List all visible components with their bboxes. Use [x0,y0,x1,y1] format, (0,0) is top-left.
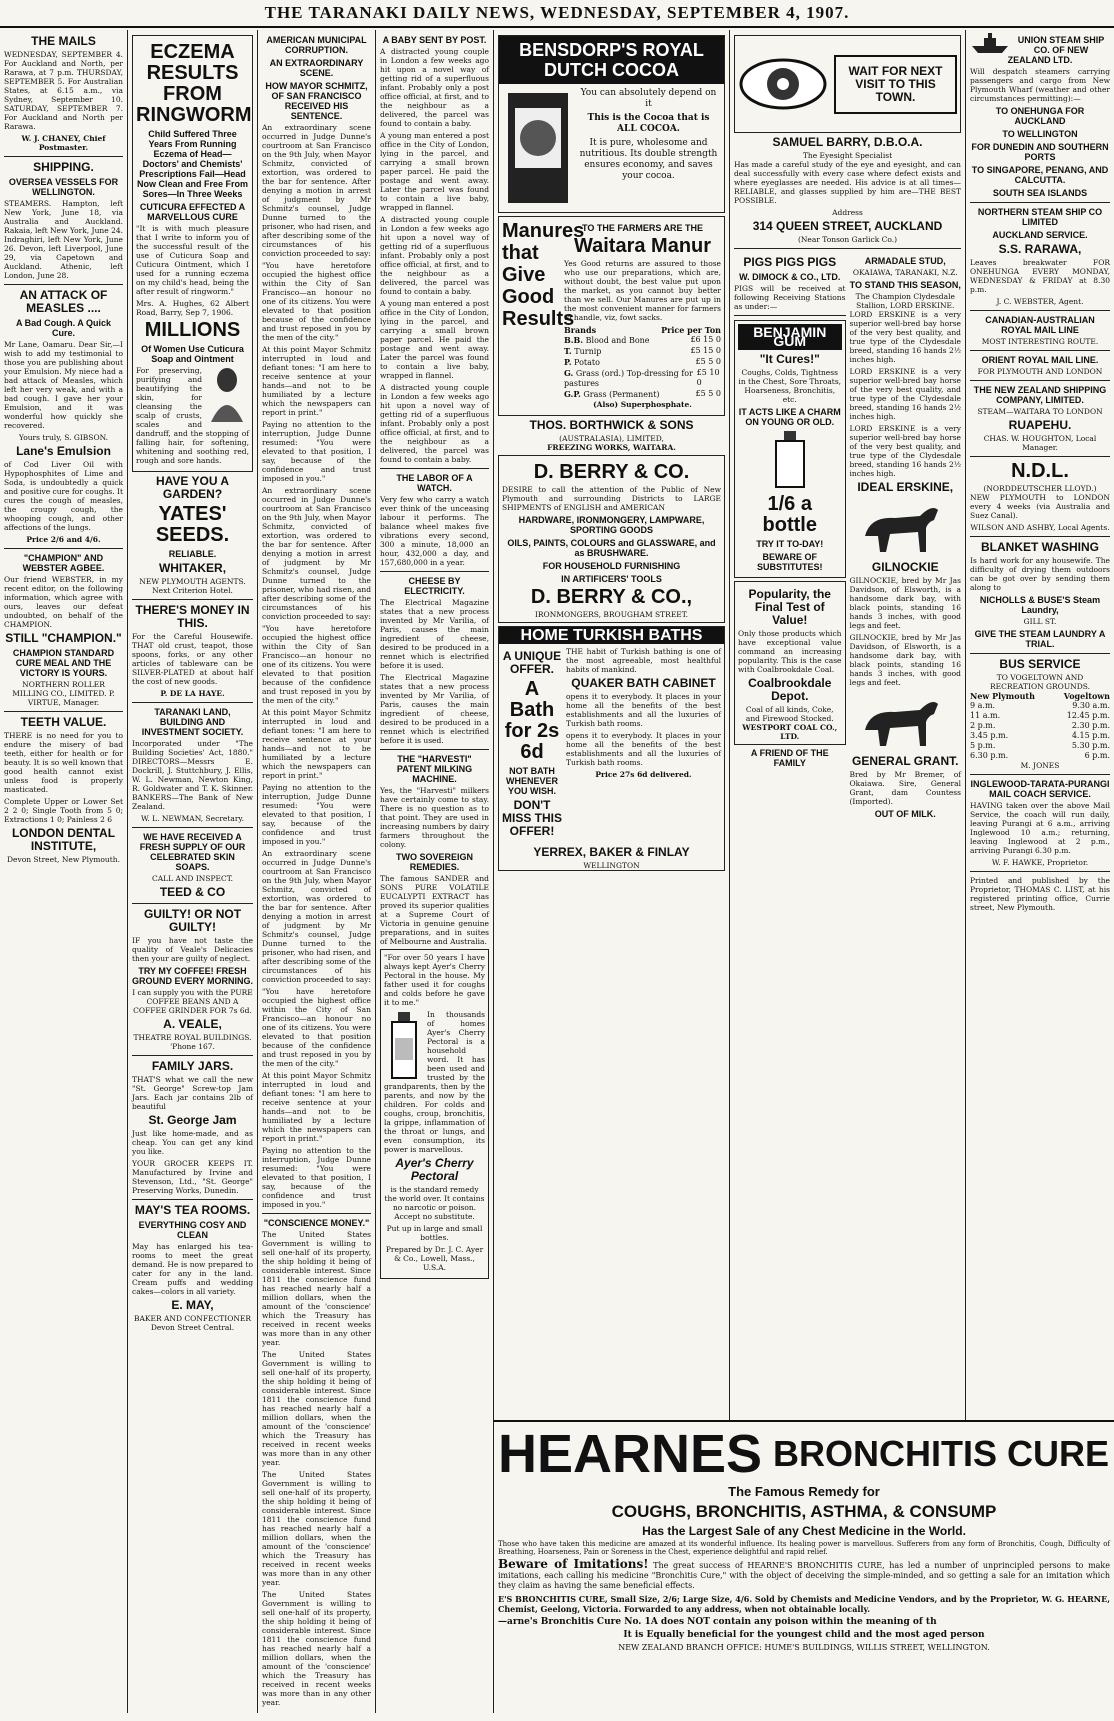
veale-heading: A. VEALE, [163,1017,222,1031]
waitara-manure-ad [498,216,725,416]
brand-row: P. Potato £5 5 0 [564,357,721,367]
divider [970,456,1110,457]
eczema-heading: ECZEMA RESULTS FROM RINGWORM [136,41,252,126]
manures-word: that [502,242,539,264]
bensdorp-text: It is pure, wholesome and nutritious. Its double strength ensures economy, and saves your cocoa. [579,138,718,181]
bus-row: 9 a.m. 9.30 a.m. [970,701,1110,710]
barry-text: Has made a careful study of the eye and eyesight, and can deal successfully with every case where defect exists and where eyeglasses are needed. His advice is at all times—RELIABLE, and glasses supplied by him are—THE BEST POSSIBLE. [734,160,961,205]
cuticura-heading: CUTICURA EFFECTED A MARVELLOUS CURE [139,202,246,222]
article-paragraph: "You have heretofore occupied the highest office within the City of San Francisco—an honour no one of its citizens. You were elevated to that position because of the confidence and trust reposed in you by the men of the city." [262,624,371,705]
stand-subheading: The Champion Clydesdale Stallion, LORD ERSKINE. [855,292,955,310]
turkish-offer: A UNIQUE OFFER. [502,649,562,676]
hearnes-small-text: Those who have taken this medicine are amazed at its wonderful influence. Its healing power is marvellous. Sufferers from any form of Bronchitis, Cough, Difficulty of Breathing, Hoarseness, Pain or Soreness in the Chest, experience delightful and rapid relief. [498,1540,1110,1556]
berry-oils: OILS, PAINTS, COLOURS and GLASSWARE, and as BRUSHWARE. [507,538,716,558]
barry-address-label: Address [832,208,863,217]
berry-household: FOR HOUSEHOLD FURNISHING [542,561,681,571]
divider [970,653,1110,654]
benjamin-text: Coughs, Colds, Tightness in the Chest, Sore Throats, Hoarseness, Bronchitis, etc. [738,368,842,404]
general-grant-heading: GENERAL GRANT. [852,754,959,768]
bensdorp-text: This is the Cocoa that is ALL COCOA. [587,113,710,134]
dental-address: Devon Street, New Plymouth. [7,855,120,864]
berry-tools: IN ARTIFICERS' TOOLS [561,574,662,584]
divider [4,156,123,157]
measles-heading: AN ATTACK OF MEASLES .... [19,288,108,315]
manures-word: Good [502,286,555,308]
money-signature: P. DE LA HAYE. [160,689,225,698]
flour-subheading: NORTHERN ROLLER MILLING CO., LIMITED. P. VIRTUE, Manager. [12,680,115,707]
article-paragraph: Paying no attention to the interruption, Judge Dunne resumed: "You were elevated to that position, I say, because of the confidence and trust imposed in you." [262,783,371,846]
blanket-heading: BLANKET WASHING [981,540,1099,554]
berry-heading: D. BERRY & CO. [533,461,690,483]
bus-row: 6.30 p.m. 6 p.m. [970,751,1110,760]
hearnes-beware-heading: Beware of Imitations! [498,1557,649,1571]
armadale-heading: ARMADALE STUD, [864,256,946,266]
benjamin-price: 1/6 a bottle [762,493,817,536]
wait-heading: WAIT FOR NEXT VISIT TO THIS TOWN. [834,55,957,114]
benjamin-beware: BEWARE OF SUBSTITUTES! [756,552,823,572]
ndl-text: NEW PLYMOUTH to LONDON every 4 weeks (via Australia and Suez Canal). [970,493,1110,520]
may-subheading: BAKER AND CONFECTIONER [133,1314,252,1323]
farmers-heading: TO THE FARMERS ARE THE [581,223,703,233]
canadian-heading: CANADIAN-AUSTRALIAN ROYAL MAIL LINE [985,315,1095,335]
teeth-heading: TEETH VALUE. [20,715,107,729]
eczema-subheading: Child Suffered Three Years From Running Eczema of Head—Doctors' and Chemists' Prescriptions Fail—Head Now Clean and Free From Sores—In Three Weeks [136,129,249,199]
popularity-heading: Popularity, the Final Test of Value! [748,587,831,627]
jam-signature: YOUR GROCER KEEPS IT. Manufactured by Irvine and Stevenson, Ltd., "St. George" Preserving Works, Dunedin. [132,1159,253,1195]
column-6-left [734,253,846,821]
divider [970,350,1110,351]
benjamin-charm: IT ACTS LIKE A CHARM ON YOUNG OR OLD. [738,407,841,427]
ndl-heading: N.D.L. [1011,460,1069,482]
horse-icon [850,496,950,556]
corruption-subheading: AN EXTRAORDINARY SCENE. [269,58,364,78]
nichols-heading: NICHOLLS & BUSE'S Steam Laundry, [979,595,1101,615]
baby-text: A distracted young couple in London a few weeks ago hit upon a novel way of getting rid of a superfluous infant. Probably only a post office official, at first, and to the neighbour as a delivered, the parcel was found to contain a baby. [380,383,489,464]
dunedin-heading: FOR DUNEDIN AND SOUTHERN PORTS [971,142,1109,162]
guilty-heading: GUILTY! OR NOT GUILTY! [143,907,242,934]
column-4 [376,30,494,1713]
depot-subheading: Coal of all kinds, Coke, and Firewood Stocked. [745,705,834,723]
brand-row: G.P. Grass (Permanent) £5 5 0 [564,389,721,399]
shipping-text: STEAMERS. Hampton, left New York, June 18, via Australia and Auckland. Rakaia, left New York, June 24. Indraghiri, left New York, June 26. Devon, left Liverpool, June 29, via Capetown and Auckland. Athenic, left London, June 28. [4,199,123,280]
turkish-offer: DON'T MISS THIS OFFER! [502,798,563,838]
bus-row: 3.45 p.m. 4.15 p.m. [970,731,1110,740]
berry-ad [498,455,725,623]
divider [970,536,1110,537]
dimock-text: PIGS will be received at following Receiving Stations as under:— [734,284,846,311]
measles-text: Mr Lane, Oamaru. Dear Sir,—I wish to add my testimonial to those you are publishing about your Emulsion. My niece had a bad attack of Measles, which left her very weak, and with a bad cough. I gave her your Emulsion, and it was wonderful how quickly she recovered. [4,340,123,430]
coffee-text: I can supply you with the PURE COFFEE BEANS AND A COFFEE GRINDER FOR 7s 6d. [132,988,253,1015]
divider [4,284,123,285]
quaker-heading: QUAKER BATH CABINET [571,676,716,690]
article-paragraph: At this point Mayor Schmitz interrupted in loud and defiant tones: "I am here to receive sentence at your hands—and not to be humiliated by a lecture which the newspapers can report in print." [262,345,371,417]
gilnockie-heading: GILNOCKIE [871,560,939,574]
bensdorp-ad [498,35,725,213]
measles-subheading: A Bad Cough. A Quick Cure. [15,318,111,338]
borthwick-address: FREEZING WORKS, WAITARA. [547,443,676,452]
postmaster: W. J. CHANEY, Chief Postmaster. [21,134,106,152]
barry-heading: SAMUEL BARRY, D.B.O.A. [772,135,923,149]
divider [970,380,1110,381]
teeth-text: THERE is no need for you to endure the misery of bad teeth, either for health or for beauty. It is so well known that good health cannot exist unless food is properly masticated. [4,731,123,794]
bus-heading: BUS SERVICE [999,657,1081,671]
watch-text: Very few who carry a watch ever think of the unceasing labour it performs. The balance wheel makes five vibrations every second, 300 a minute, 18,000 an hour, 432,000 a day, and 157,680,000 in a year. [380,495,489,567]
money-text: For the Careful Housewife. THAT old crust, teapot, those spoons, forks, or any other articles of tableware can be SILVER-PLATED at about half the cost of new goods. [132,632,253,686]
berry-signature: D. BERRY & CO., [530,586,693,608]
canadian-subheading: MOST INTERESTING ROUTE. [981,337,1099,346]
ndl-subheading: (NORDDEUTSCHER LLOYD.) [983,484,1097,493]
divider [970,774,1110,775]
may-address: Devon Street Central. [150,1323,235,1332]
champion-heading: "CHAMPION" AND WEBSTER AGBEE. [22,553,105,573]
hearnes-no-poison: —arne's Bronchitis Cure No. 1A does NOT contain any poison within the meaning of th [498,1617,937,1627]
erskine-text: LORD ERSKINE is a very superior well-bred bay horse of the very best quality, and true type of the Clydesdale breed, standing 16 hands 2½ inches high. [849,424,961,478]
yerrex-address: WELLINGTON [583,861,640,870]
flour-heading: CHAMPION STANDARD CURE MEAL AND THE VICTORY IS YOURS. [12,648,115,678]
ayer-text: In thousands of homes Ayer's Cherry Pectoral is a household word. It has been used and trusted by the grandparents, then by the parents, and now by the children. For colds and coughs, croup, bronchitis, la grippe, inflammation of the throat or lungs, and even consumption, its power is marvellous. [384,1010,485,1154]
conscience-text: The United States Government is willing to sell one-half of its property, the ship holding it being of considerable interest. Since 1811 the conscience fund has reached nearly half a million dollars, when the amount of the 'conscience' which the Treasury has received in recent weeks was more than in any other year. [262,1350,371,1467]
turkish-bath-ad [498,626,725,871]
medicine-bottle-icon [384,1010,424,1080]
divider [262,1213,371,1214]
eczema-ad [132,35,253,472]
champion-text: Our friend WEBSTER, in my recent editor, on the following information, which agree with ours, leaves our defeat undoubted, on behalf of the CHAMPION. [4,575,123,629]
hearnes-safe: It is Equally beneficial for the youngest child and the most aged person [623,1630,985,1640]
berry-goods: HARDWARE, IRONMONGERY, LAMPWARE, SPORTING GOODS [518,515,705,535]
bus-header: New Plymouth Vogeltown [970,691,1110,701]
divider [132,1055,253,1056]
nz-shipping-subheading: STEAM—WAITARA TO LONDON [977,407,1103,416]
hearnes-famous: The Famous Remedy for [728,1484,880,1499]
whitaker-subheading: NEW PLYMOUTH AGENTS. [139,577,246,586]
lanes-text: of Cod Liver Oil with Hypophosphites of Lime and Soda, is undoubtedly a quick and positive cure for coughs. It cures the cough of measles, the croupy cough, the whooping cough, and other affections of the lungs. [4,460,123,532]
brands-header [564,325,721,335]
brand-row: T. Turnip £5 15 0 [564,346,721,356]
yerrex-heading: YERREX, BAKER & FINLAY [533,845,690,859]
depot-signature: WESTPORT COAL CO., LTD. [742,723,838,741]
divider [380,468,489,469]
armadale-subheading: OKAIAWA, TARANAKI, N.Z. [852,268,958,277]
lanes-heading: Lane's Emulsion [16,444,111,458]
still-champion-heading: STILL "CHAMPION." [5,631,122,645]
barry-address-sub: (Near Tonson Garlick Co.) [797,235,898,244]
hearnes-diseases: COUGHS, BRONCHITIS, ASTHMA, & CONSUMP [611,1502,997,1521]
usco-heading: UNION STEAM SHIP CO. OF NEW ZEALAND LTD. [1007,35,1105,65]
ayer-ad [380,949,489,1279]
turkish-offer: NOT BATH WHENEVER YOU WISH. [505,766,558,796]
column-3 [258,30,376,1713]
cheese-heading: CHEESE BY ELECTRICITY. [404,576,465,596]
divider [132,903,253,904]
ayer-quote: "For over 50 years I have always kept Ayer's Cherry Pectoral in the house. My father used it for coughs and colds before he gave it to me." [384,953,485,1007]
cuticura-text: "It is with much pleasure that I write to inform you of the successful result of the use of Cuticura Soap and Cuticura Ointment, which I used for a running eczema on my child's head, being the after result of ringworm." [136,224,249,296]
mails-heading: THE MAILS [31,34,96,48]
rarawa-heading: S.S. RARAWA, [998,242,1082,256]
teeth-prices: Complete Upper or Lower Set 2 2 0; Single Tooth from 5 0; Extractions 1 0; Painless 2 6 [4,797,123,824]
nichols-cta: GIVE THE STEAM LAUNDRY A TRIAL. [974,629,1106,649]
orient-subheading: FOR PLYMOUTH AND LONDON [977,367,1103,376]
woman-portrait-icon [205,366,249,422]
skin-soap-subheading: CALL AND INSPECT. [151,874,234,883]
corruption-subheading-2: HOW MAYOR SCHMITZ, OF SAN FRANCISCO RECEIVED HIS SENTENCE. [265,81,368,121]
whitaker-address: Next Criterion Hotel. [152,586,233,595]
benjamin-gum-ad [734,320,846,578]
gilnockie-text: GILNOCKIE, bred by Mr Jas Davidson, of Elsworth, is a handsome dark bay, with black points, standing 16 hands 3 inches, with good legs and feet. [849,576,961,630]
bus-row: 11 a.m. 12.45 p.m. [970,711,1110,720]
pigs-heading: PIGS PIGS PIGS [743,255,837,269]
bensdorp-heading: BENSDORP'S ROYAL DUTCH COCOA [499,36,724,84]
article-paragraph: Paying no attention to the interruption, Judge Dunne resumed: "You were elevated to that position, I say, because of the confidence and trust imposed in you." [262,420,371,483]
baby-text: A distracted young couple in London a few weeks ago hit upon a novel way of getting rid of a superfluous infant. Probably only a post office official, at first, and to the neighbour as a delivered, the parcel was found to contain a baby. [380,215,489,296]
manures-word: Give [502,264,546,286]
bottle-icon [770,429,810,489]
money-heading: THERE'S MONEY IN THIS. [135,603,250,630]
cuticura-signature: Mrs. A. Hughes, 62 Albert Road, Barry, Sep 7, 1906. [136,299,249,317]
nsco-heading: NORTHERN STEAM SHIP CO LIMITED [977,207,1103,227]
singapore-heading: TO SINGAPORE, PENANG, AND CALCUTTA. [971,165,1109,185]
nz-shipping-heading: THE NEW ZEALAND SHIPPING COMPANY, LIMITED. [973,385,1107,405]
mail-coach-heading: INGLEWOOD-TARATA-PURANGI MAIL COACH SERVICE. [970,779,1110,799]
column-1 [0,30,128,1713]
barry-ad [734,35,961,133]
ruapehu-heading: RUAPEHU. [1008,418,1072,432]
brand-row: G. Grass (ord.) Top-dressing for pastures £5 10 0 [564,368,720,388]
benjamin-heading: BENJAMIN GUM [738,324,842,350]
taranaki-land-text: Incorporated under "The Building Societies' Act, 1880." DIRECTORS—Messrs E. Dockrill, J. Stuttchbury, J. Ellis, W. L. Newman, Newton King, R. Goldwater and T. K. Skinner. BANKERS—The Bank of New Zealand. [132,739,253,811]
cocoa-tin-icon [503,88,573,208]
taranaki-land-heading: TARANAKI LAND, BUILDING AND INVESTMENT SOCIETY. [141,707,244,737]
divider [4,711,123,712]
masthead: THE TARANAKI DAILY NEWS, WEDNESDAY, SEPTEMBER 4, 1907. [0,0,1114,28]
harvesti-heading: THE "HARVESTI" PATENT MILKING MACHINE. [396,754,473,784]
ayer-tagline: is the standard remedy the world over. It contains no narcotic or poison. Accept no substitute. [384,1185,485,1221]
skin-soap-heading: WE HAVE RECEIVED A FRESH SUPPLY OF OUR CELEBRATED SKIN SOAPS. [139,832,246,872]
turkish-left-column [502,647,562,840]
conscience-text: The United States Government is willing to sell one-half of its property, the ship holding it being of considerable interest. Since 1811 the conscience fund has reached nearly half a million dollars, when the amount of the 'conscience' which the Treasury has received in recent weeks was more than in any other year. [262,1470,371,1587]
brands-header-label: Brands [564,325,597,335]
column-6-split [734,253,961,821]
teed-heading: TEED & CO [159,885,226,899]
may-heading: E. MAY, [171,1298,214,1312]
stand-heading: TO STAND THIS SEASON, [849,280,961,290]
taranaki-land-signature: W. L. NEWMAN, Secretary. [140,814,245,823]
manures-word: Manures [502,220,585,242]
ayer-name: Ayer's Cherry Pectoral [395,1156,474,1183]
bus-subheading: TO VOGELTOWN AND RECREATION GROUNDS. [990,673,1090,691]
article-paragraph: At this point Mayor Schmitz interrupted in loud and defiant tones: "I am here to receive sentence at your hands—and not to be humiliated by a lecture which the newspapers can report in print." [262,708,371,780]
erskine-text: LORD ERSKINE is a very superior well-bred bay horse of the very best quality, and true type of the Clydesdale breed, standing 16 hands 2½ inches high. [849,367,961,421]
tearoom-heading: MAY'S TEA ROOMS. [134,1203,251,1217]
borthwick-subheading: (AUSTRALASIA), LIMITED, [559,434,664,443]
brand-row: B.B. Blood and Bone £6 15 0 [564,335,721,345]
cheese-text: The Electrical Magazine states that a new process invented by Mr Varilia, of Paris, causes the main ingredient of cheese, desired to be produced in a rennet which is electrified before it is used. [380,673,489,745]
nsco-subheading: AUCKLAND SERVICE. [992,230,1088,240]
column-6-right [850,253,962,821]
quaker-price: Price 27s 6d delivered. [595,770,692,779]
baby-text: A young man entered a post office in the City of London, lying in the parcel, and carrying a small brown paper parcel. He paid the postage and went away. Later the parcel was found to contain a live baby, wrapped in flannel. [380,131,489,212]
benjamin-cures: "It Cures!" [759,352,820,366]
family-jars-heading: FAMILY JARS. [151,1059,234,1073]
sovereign-text: The famous SANDER and SONS PURE VOLATILE EUCALYPTI EXTRACT has proved its superior qualities at a Supreme Court of Victoria in genuine genuine preparations, and in suites of Melbourne and Australia. [380,874,489,946]
millions-text: For preserving, purifying and beautifying the skin, for cleansing the scalp of crusts, scales and dandruff, and the stopping of falling hair, for softening, whitening and soothing red, rough and sore hands. [136,366,249,465]
conscience-heading: "CONSCIENCE MONEY." [263,1218,370,1228]
lanes-price: Price 2/6 and 4/6. [26,535,101,544]
jam-heading: St. George Jam [148,1113,237,1127]
turkish-offer: A Bath for 2s 6d [504,678,560,763]
popularity-ad [734,581,846,745]
dental-heading: LONDON DENTAL INSTITUTE, [11,826,116,853]
article-paragraph: Paying no attention to the interruption, Judge Dunne resumed: "You were elevated to that position, I say, because of the confidence and trust imposed in you." [262,1146,371,1209]
conscience-text: The United States Government is willing to sell one-half of its property, the ship holding it being of considerable interest. Since 1811 the conscience fund has reached nearly half a million dollars, when the amount of the 'conscience' which the Treasury has received in recent weeks was more than in any other year. [262,1590,371,1707]
divider [132,702,253,703]
baby-text: A distracted young couple in London a few weeks ago hit upon a novel way of getting rid of a superfluous infant. Probably only a post office official, at first, and to the neighbour as a delivered, the parcel was found to contain a baby. [380,47,489,128]
baby-text: A young man entered a post office in the City of London, lying in the parcel, and carrying a small brown paper parcel. He paid the postage and went away. Later the parcel was found to contain a live baby, wrapped in flannel. [380,299,489,380]
ruapehu-signature: CHAS. W. HOUGHTON, Local Manager. [983,434,1097,452]
coffee-heading: TRY MY COFFEE! FRESH GROUND EVERY MORNING. [132,966,254,986]
quaker-text: opens it to everybody. It places in your home all the benefits of the best establishments and all the luxuries of Turkish bath rooms. [566,692,721,728]
mails-text: WEDNESDAY, SEPTEMBER 4. For Auckland and North, per Rarawa, at 7 p.m. THURSDAY, SEPTEMBER 5. For Australian States, at 6.15 a.m., via Sydney, September 10. SATURDAY, SEPTEMBER 7. For Auckland and North per Rarawa. [4,50,123,131]
quaker-text: opens it to everybody. It places in your home all the benefits of the best establishments and all the luxuries of Turkish bath rooms. [566,731,721,767]
rarawa-signature: J. C. WEBSTER, Agent. [996,297,1084,306]
erskine-text: LORD ERSKINE is a very superior well-bred bay horse of the very best quality, and true type of the Clydesdale breed, standing 16 hands 2½ inches high. [849,310,961,364]
south-sea-heading: SOUTH SEA ISLANDS [992,188,1088,198]
imprint: Printed and published by the Proprietor, THOMAS C. LIST, at his registered printing office, Currie street, New Plymouth. [970,876,1110,912]
hearnes-price: E'S BRONCHITIS CURE, Small Size, 2/6; Large Size, 4/6. Sold by Chemists and Medicine Vendors, and by the Proprietor, W. G. HEARNE, Chemist, Geelong, Victoria. Forwarded to any address, when not obtainable locally. [498,1594,1110,1614]
watch-heading: THE LABOR OF A WATCH. [396,473,473,493]
family-jars-text: THAT'S what we call the new "St. George" Screw-top Jam Jars. Each jar contains 2lb of beautiful [132,1075,253,1111]
shipping-subheading: OVERSEA VESSELS FOR WELLINGTON. [8,177,119,197]
blanket-text: Is hard work for any housewife. The difficulty of drying them outdoors can be got over by sending them along to [970,556,1110,592]
barry-subheading: The Eyesight Specialist [802,151,893,160]
article-paragraph: "You have heretofore occupied the highest office within the City of San Francisco—an honour no one of its citizens. You were elevated to that position because of the confidence and trust reposed in you by the men of the city." [262,987,371,1068]
mail-coach-signature: W. F. HAWKE, Proprietor. [991,858,1089,867]
hearnes-bronchitis-cure: BRONCHITIS CURE [773,1433,1110,1474]
bus-row: 5 p.m. 5.30 p.m. [970,741,1110,750]
divider [132,1199,253,1200]
column-2 [128,30,258,1713]
waitara-heading: Waitara Manur [573,235,712,257]
veale-address: THEATRE ROYAL BUILDINGS. 'Phone 167. [133,1033,252,1051]
shipping-heading: SHIPPING. [33,160,94,174]
corruption-heading: AMERICAN MUNICIPAL CORRUPTION. [266,35,367,55]
yates-heading: YATES' SEEDS. [155,503,230,546]
bus-signature: M. JONES [1020,761,1060,770]
popularity-text: Only those products which have exceptional value command an increasing popularity. This is the case with Coalbrookdale Coal. [738,629,842,674]
guilty-text: IF you have not taste the quality of Veale's Delicacies then your are guilty of neglect. [132,936,253,963]
divider [132,599,253,600]
hearnes-office: NEW ZEALAND BRANCH OFFICE: HUME'S BUILDINGS, WILLIS STREET, WELLINGTON. [618,1643,990,1652]
article-paragraph: At this point Mayor Schmitz interrupted in loud and defiant tones: "I am here to receive sentence at your hands—and not to be humiliated by a lecture which the newspapers can report in print." [262,1071,371,1143]
berry-text: DESIRE to call the attention of the Public of New Plymouth and surrounding Districts to LARGE SHIPMENTS of ENGLISH and AMERICAN [502,485,721,512]
barry-address: 314 QUEEN STREET, AUCKLAND [752,219,943,233]
measles-signature: Yours truly, S. GIBSON. [18,433,109,442]
article-paragraph: An extraordinary scene occurred in Judge Dunne's courtroom at San Francisco on the 9th July, when Mayor Schmitz, convicted of extortion, was ordered to the bar for sentence. After denying a motion in arrest of judgment by Mr Schmitz's counsel, Judge Dunne turned to the prisoner, who had risen, and after describing some of the circumstances of his conviction proceeded to say: [262,486,371,621]
orient-heading: ORIENT ROYAL MAIL LINE. [981,355,1099,365]
article-paragraph: An extraordinary scene occurred in Judge Dunne's courtroom at San Francisco on the 9th July, when Mayor Schmitz, convicted of extortion, was ordered to the bar for sentence. After denying a motion in arrest of judgment by Mr Schmitz's counsel, Judge Dunne turned to the prisoner, who had risen, and after describing some of the circumstances of his conviction proceeded to say: [262,123,371,258]
berry-address: IRONMONGERS, BROUGHAM STREET. [534,610,689,619]
hearnes-name: HEARNES [498,1424,763,1484]
eye-icon [738,39,828,129]
hearnes-ad [494,1420,1114,1713]
jam-text: Just like home-made, and as cheap. You can get any kind you like. [132,1129,253,1156]
divider [4,548,123,549]
dimock-heading: W. DIMOCK & CO., LTD. [739,272,841,282]
milk-heading: OUT OF MILK. [874,809,936,819]
waitara-text: Yes Good returns are assured to those who use our preparations, which are, without doubt, the best value put upon the market, as you cannot buy better than we sell. Our Manures are put up in the most convenient manner for farmers to handle, viz, fowt sacks. [564,259,721,322]
divider [970,871,1110,872]
friend-heading: A FRIEND OF THE FAMILY [750,748,829,768]
benjamin-try: TRY IT TO-DAY! [756,539,824,549]
hearnes-beware-text: The great success of HEARNE'S BRONCHITIS CURE, has led a number of unprincipled persons to make imitations, each calling his medicine "Bronchitis Cure," with the object of deceiving the simple-minded, and so getting a sale for an imitation which they claim as having the same beneficial effects. [498,1561,1111,1590]
horse-icon [850,690,950,750]
nichols-subheading: GILL ST. [1023,617,1057,626]
divider [734,248,961,249]
article-paragraph: "You have heretofore occupied the highest office within the City of San Francisco—an honour no one of its citizens. You were elevated to that position because of the confidence and trust reposed in you by the men of the city." [262,261,371,342]
baby-heading: A BABY SENT BY POST. [382,35,487,45]
ship-icon [970,32,1010,54]
mail-coach-text: HAVING taken over the above Mail Service, the coach will run daily, leaving Purangi at 6 a.m., arriving Inglewood 10 a.m.; returning, leaving Inglewood at 2 p.m., arriving Purangi 6.30 p.m. [970,801,1110,855]
conscience-text: The United States Government is willing to sell one-half of its property, the ship holding it being of considerable interest. Since 1811 the conscience fund has reached nearly half a million dollars, when the amount of the 'conscience' which the Treasury has received in recent weeks was more than in any other year. [262,1230,371,1347]
bus-row: 2 p.m. 2.30 p.m. [970,721,1110,730]
divider [132,827,253,828]
general-grant-text: Bred by Mr Bremer, of Okaiawa. Sire, General Grant, dam Countess (Imported). [849,770,961,806]
millions-heading: MILLIONS [144,319,241,341]
harvesti-text: Yes, the "Harvesti" milkers have certainly come to stay. There is no question as to that point. They are used in increasing numbers by dairy farmers throughout the colony. [380,786,489,849]
ideal-erskine-heading: IDEAL ERSKINE, [857,480,954,494]
ayer-maker: Prepared by Dr. J. C. Ayer & Co., Lowell, Mass., U.S.A. [385,1245,484,1272]
rarawa-text: Leaves breakwater FOR ONEHUNGA EVERY MONDAY, WEDNESDAY & FRIDAY at 8.30 p.m. [970,258,1110,294]
cheese-text: The Electrical Magazine states that a new process invented by Mr Varilia, of Paris, causes the main ingredient of cheese, desired to be produced in a rennet which is electrified before it is used. [380,598,489,670]
usco-text: Will despatch steamers carrying passengers and cargo from New Plymouth Wharf (weather and other circumstances permitting):— [970,67,1110,103]
brands-also: (Also) Superphosphate. [593,400,692,409]
divider [970,202,1110,203]
divider [734,315,846,316]
turkish-heading: HOME TURKISH BATHS [499,627,724,644]
onehunga-heading: TO ONEHUNGA FOR AUCKLAND [995,106,1085,126]
tearoom-subheading: EVERYTHING COSY AND CLEAN [138,1220,247,1240]
whitaker-heading: WHITAKER, [158,561,227,575]
millions-subheading: Of Women Use Cuticura Soap and Ointment [141,344,244,364]
article-paragraph: An extraordinary scene occurred in Judge Dunne's courtroom at San Francisco on the 9th July, when Mayor Schmitz, convicted of extortion, was ordered to the bar for sentence. After denying a motion in arrest of judgment by Mr Schmitz's counsel, Judge Dunne turned to the prisoner, who had risen, and after describing some of the circumstances of his conviction proceeded to say: [262,849,371,984]
sovereign-heading: TWO SOVEREIGN REMEDIES. [395,852,473,872]
brands-header-price: Price per Ton [661,325,721,335]
bensdorp-text: You can absolutely depend on it [580,88,717,109]
hearnes-largest: Has the Largest Sale of any Chest Medicine in the World. [642,1524,966,1538]
borthwick-heading: THOS. BORTHWICK & SONS [529,418,694,432]
wellington-heading: TO WELLINGTON [1002,129,1078,139]
garden-heading: HAVE YOU A GARDEN? [155,474,230,501]
divider [380,749,489,750]
divider [970,310,1110,311]
gilnockie-text: GILNOCKIE, bred by Mr Jas Davidson, of Elsworth, is a handsome dark bay, with black points, standing 16 hands 3 inches, with good legs and feet. [849,633,961,687]
hearnes-beware [498,1559,1110,1591]
turkish-text: THE habit of Turkish bathing is one of the most agreeable, most healthful habits of mankind. [566,647,721,674]
manures-word: Results [502,308,575,330]
ndl-signature: WILSON AND ASHBY, Local Agents. [970,523,1110,532]
ayer-price: Put up in large and small bottles. [386,1224,483,1242]
divider [380,571,489,572]
yates-subheading: RELIABLE. [168,549,217,559]
tearoom-text: May has enlarged his tea-rooms to meet the great demand. He is now prepared to cater for any in the land. Cream puffs and wedding cakes—colors in all variety. [132,1242,253,1296]
depot-heading: Coalbrookdale Depot. [748,676,832,703]
